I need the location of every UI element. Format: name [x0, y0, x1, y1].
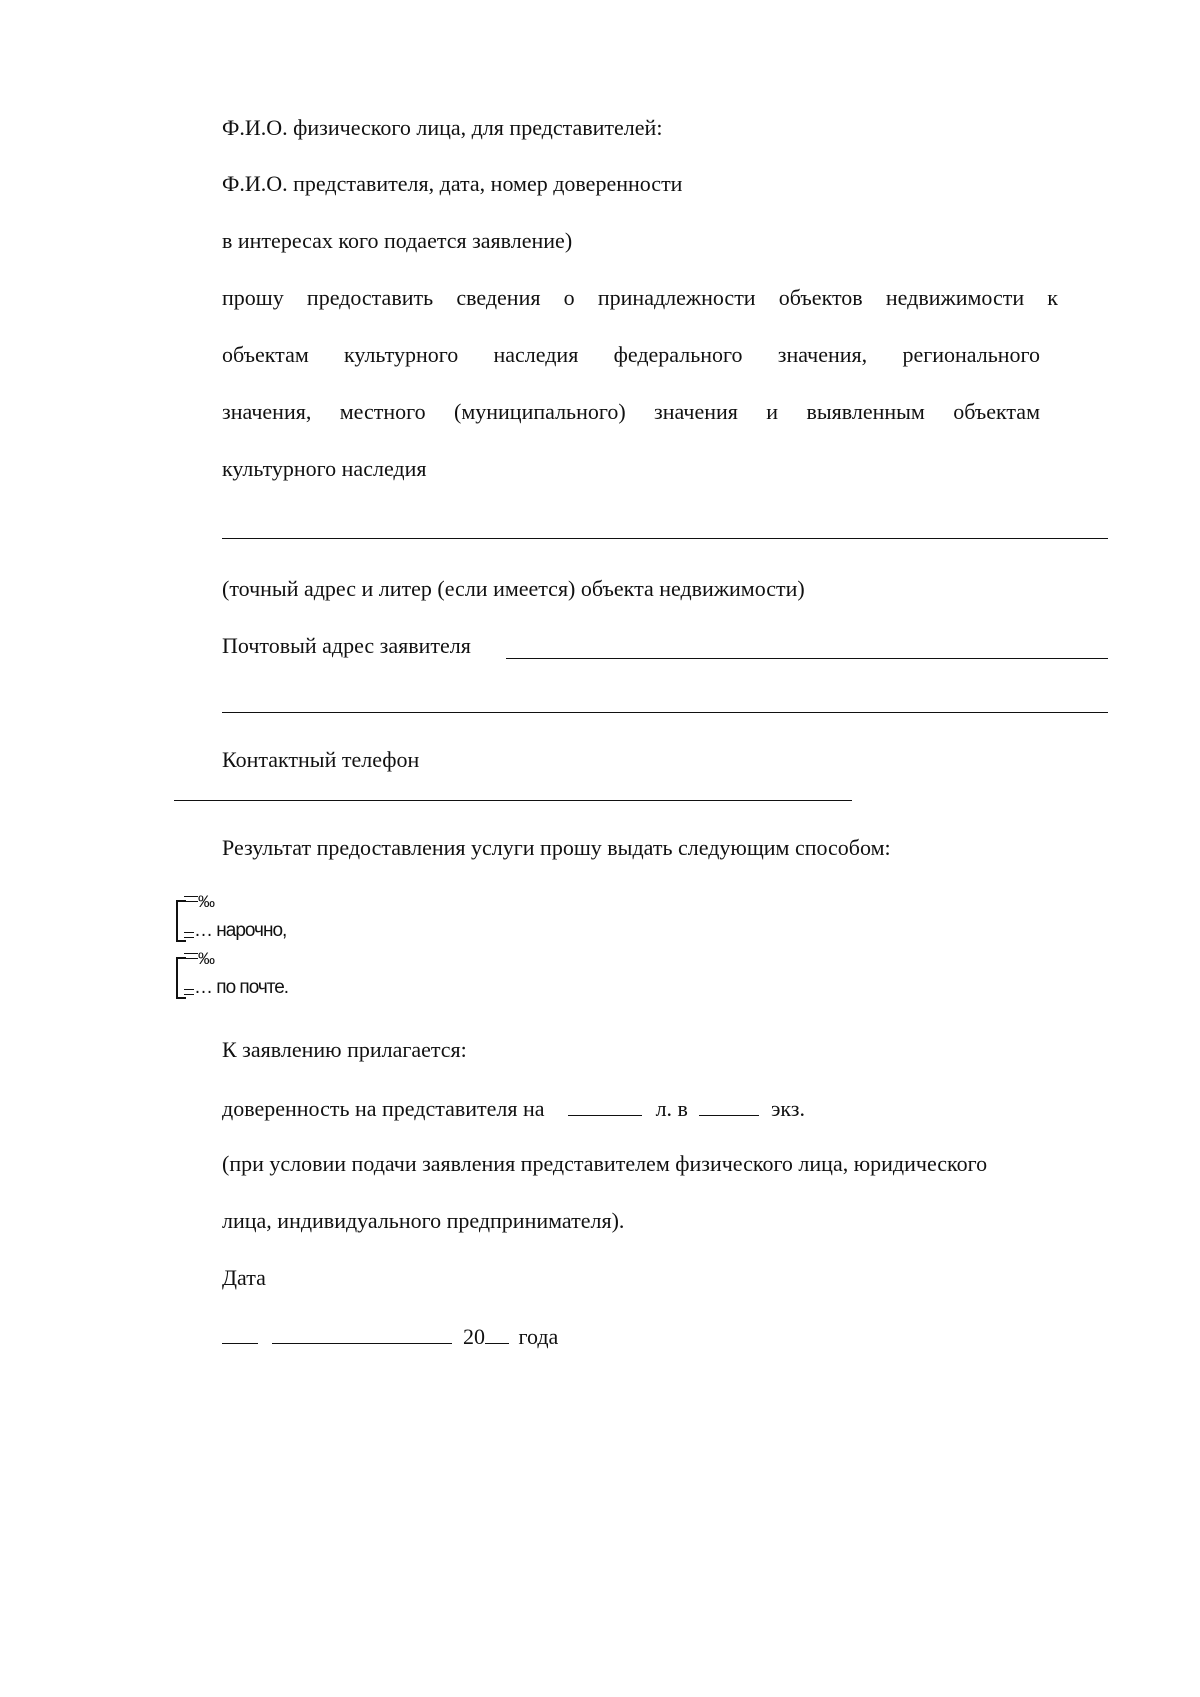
- attachments-heading: К заявлению прилагается:: [222, 1037, 467, 1062]
- option-in-person-checkbox[interactable]: [176, 892, 376, 956]
- request-text-line-2: объектам культурного наследия федерального значения, регионального: [222, 342, 1040, 367]
- representative-line: Ф.И.О. представителя, дата, номер доверенности: [222, 171, 683, 196]
- attachment-item: [222, 1093, 805, 1123]
- result-method-label: Результат предоставления услуги прошу выдать следующим способом:: [222, 835, 891, 860]
- request-text-line-3: значения, местного (муниципального) значения и выявленным объектам: [222, 399, 1040, 424]
- postal-address-field-continued[interactable]: [222, 712, 1108, 713]
- property-address-caption: (точный адрес и литер (если имеется) объекта недвижимости): [222, 576, 805, 601]
- option-mark: ‰: [198, 949, 214, 968]
- date-fields: [222, 1321, 558, 1351]
- checkbox-bracket-icon: [176, 957, 186, 999]
- year-suffix: года: [518, 1324, 559, 1349]
- attachment-note-line-1: (при условии подачи заявления представителем физического лица, юридического: [222, 1151, 988, 1176]
- day-field[interactable]: [222, 1321, 258, 1344]
- postal-address-label: Почтовый адрес заявителя: [222, 633, 471, 658]
- option-by-post-checkbox[interactable]: [176, 949, 376, 1013]
- attachment-note-line-2: лица, индивидуального предпринимателя).: [222, 1208, 625, 1233]
- request-text-line-4: культурного наследия: [222, 456, 427, 481]
- postal-address-field[interactable]: [506, 658, 1108, 659]
- year-prefix: 20: [463, 1324, 485, 1349]
- copies-count-field[interactable]: [699, 1093, 759, 1116]
- phone-label: Контактный телефон: [222, 747, 420, 772]
- year-field[interactable]: [485, 1321, 509, 1344]
- date-label: Дата: [222, 1265, 266, 1290]
- checkbox-bracket-icon: [176, 900, 186, 942]
- option-in-person-label: … нарочно,: [194, 920, 287, 941]
- attachment-suffix: экз.: [770, 1096, 805, 1121]
- option-mark: ‰: [198, 892, 214, 911]
- applicant-name-line: Ф.И.О. физического лица, для представителей:: [222, 115, 663, 140]
- pages-count-field[interactable]: [568, 1093, 642, 1116]
- property-address-field[interactable]: [222, 538, 1108, 539]
- on-behalf-line: в интересах кого подается заявление): [222, 228, 573, 253]
- month-field[interactable]: [272, 1321, 452, 1344]
- attachment-prefix: доверенность на представителя на: [222, 1096, 545, 1121]
- request-text-line-1: прошу предоставить сведения о принадлежности объектов недвижимости к: [222, 285, 1058, 310]
- attachment-mid: л. в: [655, 1096, 688, 1121]
- option-by-post-label: … по почте.: [194, 977, 289, 998]
- phone-field[interactable]: [174, 800, 852, 801]
